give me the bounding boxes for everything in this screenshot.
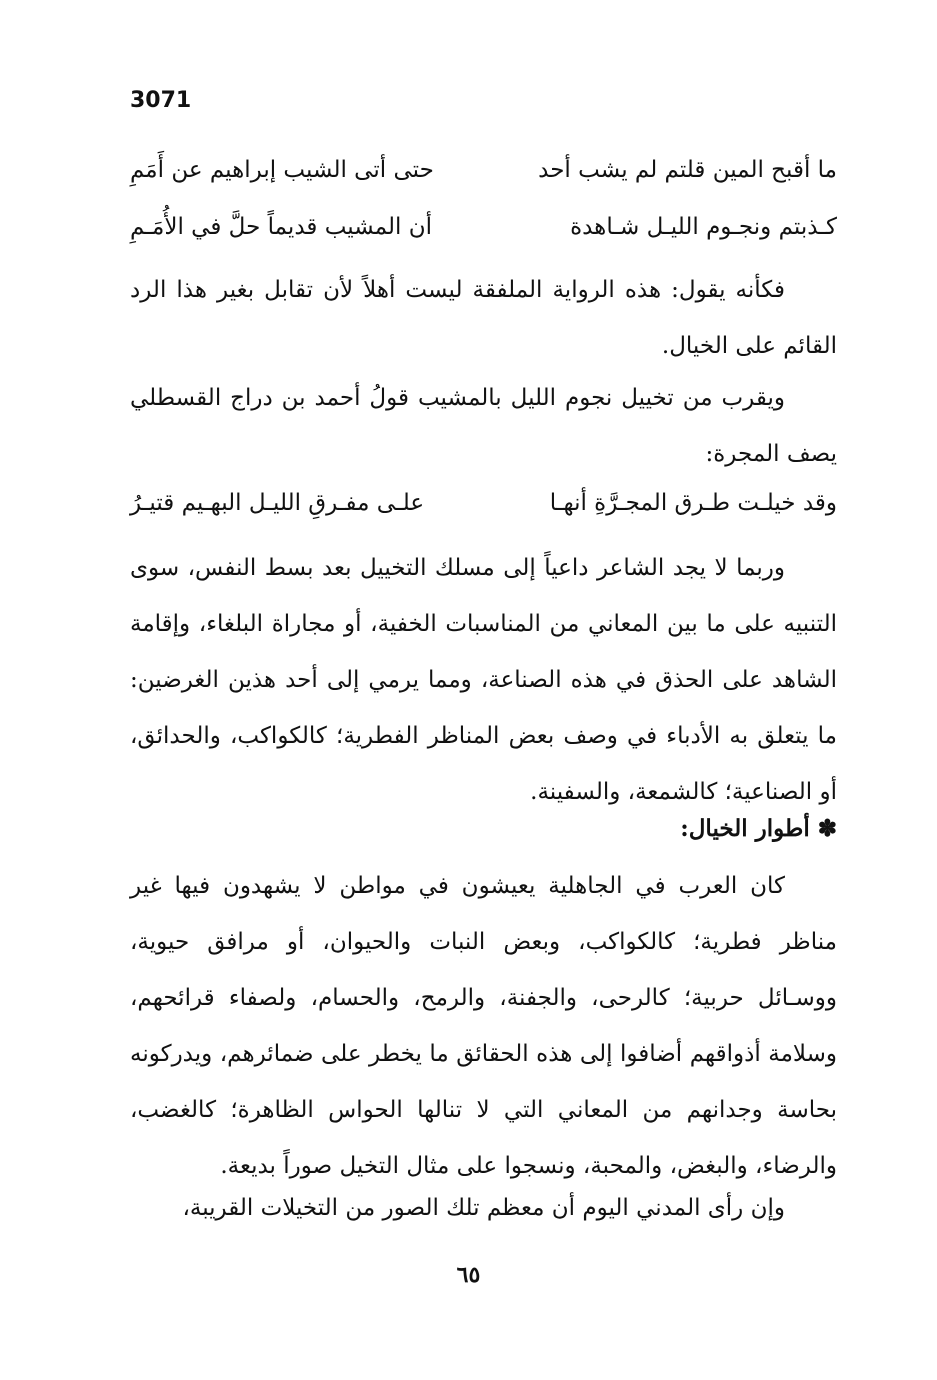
paragraph-2: ويقرب من تخييل نجوم الليل بالمشيب قولُ أحمد بن دراج القسطلي يصف المجرة: (130, 385, 837, 467)
verse-2-second-hemistich: أن المشيب قديماً حلَّ في الأُمَـمِ (130, 214, 433, 240)
page-number: ٦٥ (456, 1262, 481, 1288)
paragraph-5: وإن رأى المدني اليوم أن معظم تلك الصور من التخيلات القريبة، (182, 1195, 785, 1221)
verse-2 (130, 214, 837, 254)
paragraph-1-block (130, 262, 837, 374)
verse-3-second-hemistich: علـى مفـرقِ الليـل البهـيم قتيـرُ (130, 490, 425, 516)
paragraph-1: فكأنه يقول: هذه الرواية الملفقة ليست أهلاً لأن تقابل بغير هذا الرد القائم على الخيال. (130, 277, 837, 359)
page-id: 3071 (130, 88, 192, 113)
paragraph-3: وربما لا يجد الشاعر داعياً إلى مسلك التخييل بعد بسط النفس، سوى التنبيه على ما بين المعاني من المناسبات الخفية، أو مجاراة البلغاء، وإقامة الشاهد على الحذق في هذه الصناعة، ومما يرمي إلى أحد هذين الغرضين: ما يتعلق به الأدباء في وصف بعض المناظر الفطرية؛ كالكواكب، والحدائق، أو الصناعية؛ كالشمعة، والسفينة. (130, 555, 837, 805)
verse-2-first-hemistich: كـذبتم ونجـوم الليـل شـاهدة (570, 214, 837, 240)
paragraph-4-block (130, 858, 837, 1194)
verse-1-second-hemistich: حتى أتى الشيب إبراهيم عن أَمَمِ (130, 157, 434, 183)
paragraph-5-block (130, 1180, 837, 1236)
verse-3 (130, 490, 837, 530)
verse-1-first-hemistich: ما أقبح المين قلتم لم يشب أحد (538, 157, 837, 183)
verse-1 (130, 157, 837, 197)
paragraph-2-block (130, 370, 837, 482)
section-heading: ✽ أطوار الخيال: (680, 815, 837, 842)
verse-3-first-hemistich: وقد خيلـت طـرق المجـرَّةِ أنهـا (549, 490, 837, 516)
paragraph-4: كان العرب في الجاهلية يعيشون في مواطن لا يشهدون فيها غير مناظر فطرية؛ كالكواكب، وبعض النبات والحيوان، أو مرافق حيوية، ووسـائل حربية؛ كالرحى، والجفنة، والرمح، والحسام، ولصفاء قرائحهم، وسلامة أذواقهم أضافوا إلى هذه الحقائق ما يخطر على ضمائرهم، ويدركونه بحاسة وجدانهم من المعاني التي لا تنالها الحواس الظاهرة؛ كالغضب، والرضاء، والبغض، والمحبة، ونسجوا على مثال التخيل صوراً بديعة. (130, 873, 837, 1179)
paragraph-3-block (130, 540, 837, 820)
